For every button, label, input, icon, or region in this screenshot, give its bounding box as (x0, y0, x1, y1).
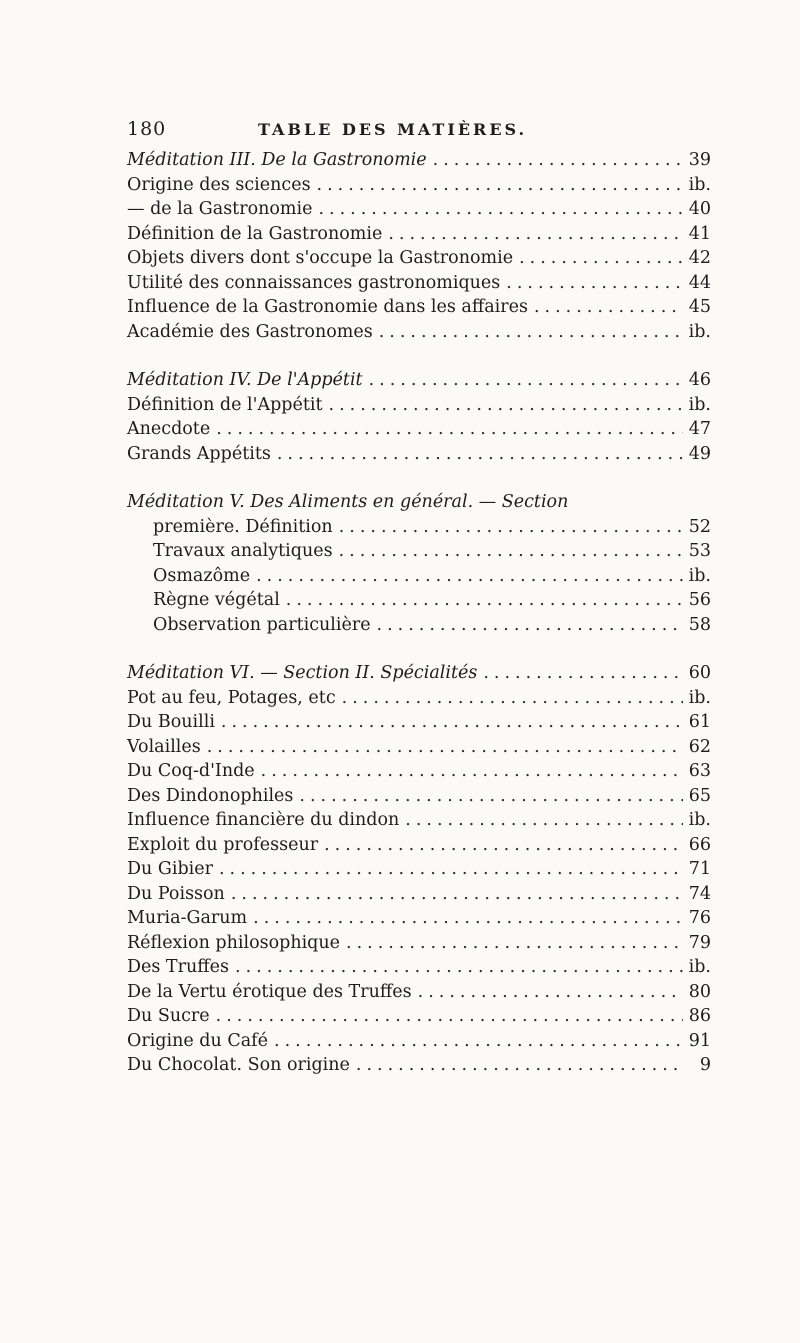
entry-page-number: ib. (688, 321, 711, 342)
entry-title: Influence financière du dindon (127, 810, 400, 830)
entry-title: Du Chocolat. Son origine (127, 1055, 350, 1075)
entry-page-number: 52 (688, 516, 711, 537)
entry-title: Du Poisson (127, 883, 225, 904)
section-gap (127, 639, 711, 663)
entry-page-number: 61 (688, 712, 711, 732)
dot-leader (256, 566, 683, 586)
toc-entry (127, 566, 711, 591)
entry-title: Exploit du professeur (127, 834, 319, 855)
entry-page-number: 74 (688, 883, 711, 904)
toc-section (127, 663, 711, 1080)
toc-entry (127, 395, 711, 420)
entry-page-number: 80 (688, 981, 711, 1002)
toc-entry (127, 810, 711, 835)
dot-leader (221, 712, 683, 732)
toc-heading (127, 150, 711, 175)
entry-page-number: 91 (688, 1030, 711, 1051)
dot-leader (339, 517, 683, 537)
dot-leader (207, 737, 683, 757)
dot-leader (418, 982, 683, 1002)
entry-title: première. Définition (153, 516, 333, 537)
toc-entry (127, 1006, 711, 1031)
dot-leader (369, 370, 683, 390)
entry-page-number: 63 (688, 761, 711, 781)
entry-title: Volailles (127, 736, 201, 757)
dot-leader (219, 859, 683, 879)
dot-leader (377, 615, 683, 635)
toc-entry (127, 322, 711, 347)
entry-page-number: 46 (688, 370, 711, 390)
section-gap (127, 346, 711, 370)
entry-page-number: 9 (699, 1055, 711, 1075)
entry-page-number: 49 (688, 443, 711, 464)
entry-title: Des Truffes (127, 957, 230, 977)
entry-title: Travaux analytiques (153, 541, 333, 561)
entry-title: Influence de la Gastronomie dans les affaires (127, 297, 528, 317)
entry-title: Définition de la Gastronomie (127, 223, 383, 244)
toc-section (127, 370, 711, 468)
entry-title: Du Sucre (127, 1006, 210, 1026)
entry-title: Anecdote (127, 419, 211, 439)
toc-entry (127, 933, 711, 958)
entry-title: Méditation V. Des Aliments en général. — Section (127, 492, 569, 512)
dot-leader (534, 297, 683, 317)
entry-page-number: ib. (688, 174, 711, 195)
entry-title: Des Dindonophiles (127, 785, 294, 806)
entry-title: Muria-Garum (127, 908, 248, 928)
dot-leader (329, 395, 683, 415)
dot-leader (433, 150, 683, 170)
dot-leader (519, 248, 683, 268)
toc-entry (127, 859, 711, 884)
page-header (127, 118, 687, 148)
toc-entry (127, 957, 711, 982)
entry-title: Objets divers dont s'occupe la Gastronomie (127, 248, 514, 268)
dot-leader (405, 810, 682, 830)
toc-heading (127, 663, 711, 688)
toc-entry (127, 419, 711, 444)
dot-leader (277, 444, 683, 464)
entry-page-number: 45 (688, 297, 711, 317)
toc-entry (127, 615, 711, 640)
entry-title: Méditation IV. De l'Appétit (127, 370, 363, 390)
entry-page-number: 79 (688, 932, 711, 953)
entry-page-number: 41 (688, 223, 711, 244)
toc-entry (127, 175, 711, 200)
toc-entry (127, 541, 711, 566)
entry-title: — de la Gastronomie (127, 199, 313, 219)
dot-leader (346, 933, 683, 953)
entry-page-number: 39 (688, 150, 711, 170)
entry-page-number: ib. (688, 957, 711, 977)
running-title: TABLE DES MATIÈRES. (258, 120, 528, 139)
entry-title: Règne végétal (153, 590, 280, 610)
dot-leader (235, 957, 683, 977)
dot-leader (317, 175, 683, 195)
entry-page-number: 42 (688, 248, 711, 268)
entry-page-number: 58 (688, 614, 711, 635)
dot-leader (261, 761, 683, 781)
toc-entry (127, 199, 711, 224)
dot-leader (506, 273, 682, 293)
dot-leader (231, 884, 683, 904)
entry-title: Origine des sciences (127, 174, 311, 195)
entry-title: Pot au feu, Potages, etc (127, 687, 336, 708)
dot-leader (286, 590, 683, 610)
entry-title: Du Coq-d'Inde (127, 761, 255, 781)
dot-leader (299, 786, 682, 806)
dot-leader (379, 322, 683, 342)
entry-title: Définition de l'Appétit (127, 394, 323, 415)
entry-title: De la Vertu érotique des Truffes (127, 981, 412, 1002)
entry-title: Méditation III. De la Gastronomie (127, 150, 427, 170)
dot-leader (324, 835, 683, 855)
entry-title: Observation particulière (153, 614, 371, 635)
toc-heading (127, 492, 711, 517)
toc-entry (127, 248, 711, 273)
entry-page-number: 86 (688, 1006, 711, 1026)
dot-leader (318, 199, 682, 219)
toc-entry (127, 444, 711, 469)
entry-page-number: ib. (688, 394, 711, 415)
toc-entry (127, 982, 711, 1007)
entry-page-number: 76 (688, 908, 711, 928)
dot-leader (388, 224, 682, 244)
toc-entry (127, 224, 711, 249)
entry-page-number: 47 (688, 419, 711, 439)
section-gap (127, 468, 711, 492)
entry-title: Grands Appétits (127, 443, 271, 464)
entry-title: Utilité des connaissances gastronomiques (127, 272, 501, 293)
entry-title: Origine du Café (127, 1030, 268, 1051)
toc-entry (127, 737, 711, 762)
toc-entry (127, 884, 711, 909)
dot-leader (216, 1006, 683, 1026)
toc-entry (127, 297, 711, 322)
toc-section (127, 492, 711, 639)
entry-title: Du Bouilli (127, 712, 215, 732)
entry-title: Du Gibier (127, 859, 213, 879)
entry-page-number: ib. (688, 810, 711, 830)
toc-entry (127, 786, 711, 811)
table-of-contents (127, 150, 711, 1080)
toc-heading (127, 370, 711, 395)
entry-page-number: 62 (688, 736, 711, 757)
dot-leader (274, 1031, 683, 1051)
page-number: 180 (127, 118, 167, 140)
toc-entry (127, 835, 711, 860)
entry-page-number: 66 (688, 834, 711, 855)
entry-page-number: 60 (688, 663, 711, 683)
toc-entry (127, 590, 711, 615)
entry-page-number: 56 (688, 590, 711, 610)
entry-page-number: 44 (688, 272, 711, 293)
entry-page-number: ib. (688, 687, 711, 708)
toc-entry (127, 908, 711, 933)
toc-entry (127, 761, 711, 786)
dot-leader (339, 541, 683, 561)
entry-page-number: 40 (688, 199, 711, 219)
entry-title: Réflexion philosophique (127, 932, 341, 953)
toc-entry (127, 1055, 711, 1080)
entry-title: Académie des Gastronomes (127, 321, 373, 342)
toc-entry (127, 688, 711, 713)
dot-leader (356, 1055, 685, 1075)
dot-leader (253, 908, 683, 928)
entry-page-number: 65 (688, 785, 711, 806)
toc-entry (127, 1031, 711, 1056)
entry-page-number: 71 (688, 859, 711, 879)
dot-leader (216, 419, 683, 439)
dot-leader (342, 688, 683, 708)
entry-title: Méditation VI. — Section II. Spécialités (127, 663, 478, 683)
toc-entry (127, 517, 711, 542)
toc-section (127, 150, 711, 346)
entry-page-number: 53 (688, 541, 711, 561)
dot-leader (483, 663, 682, 683)
entry-title: Osmazôme (153, 565, 251, 586)
entry-page-number: ib. (688, 565, 711, 586)
toc-entry (127, 712, 711, 737)
toc-entry (127, 273, 711, 298)
